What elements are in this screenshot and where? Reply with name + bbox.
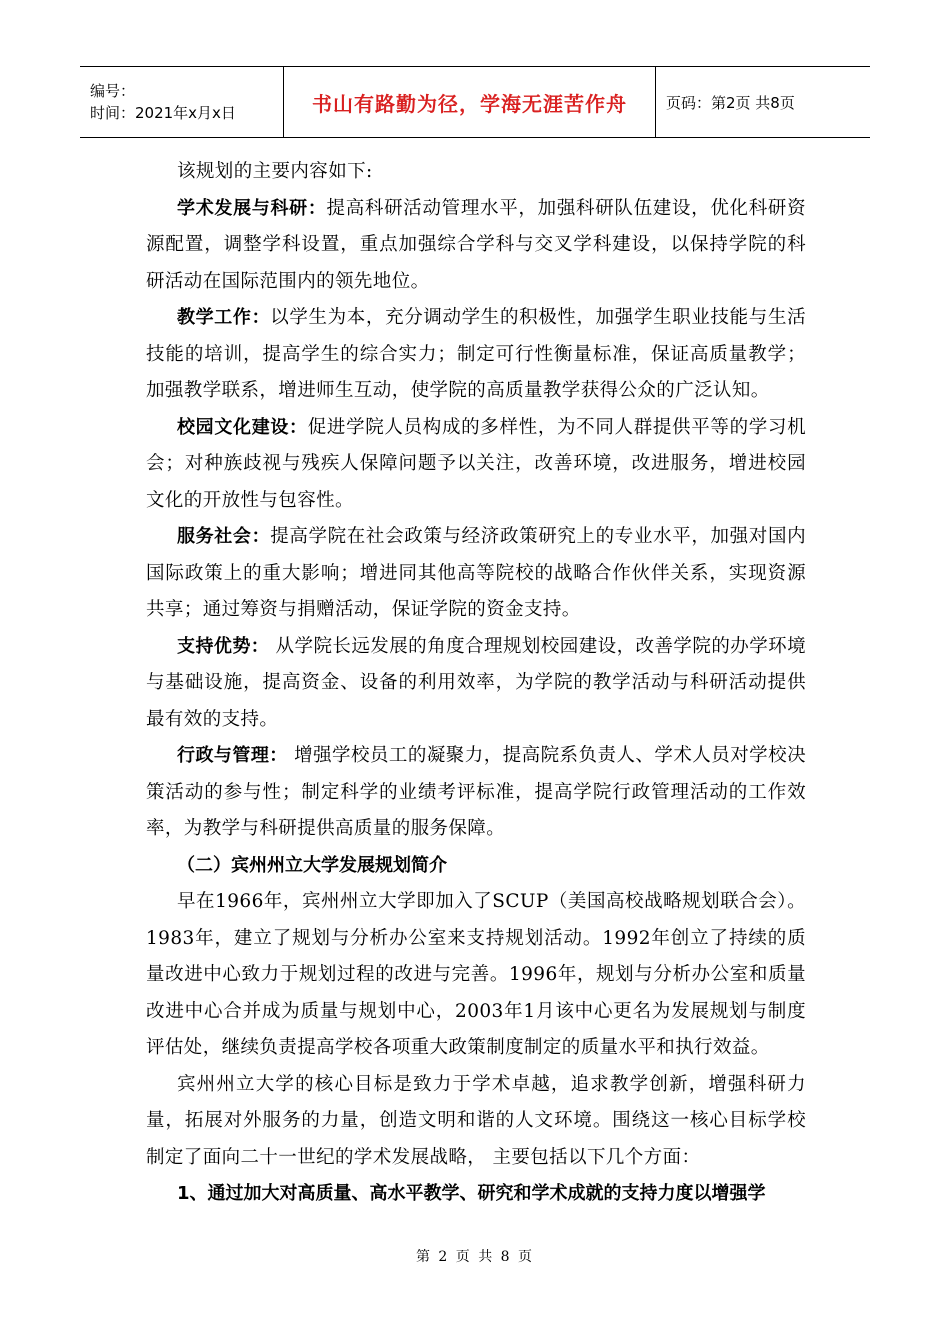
section-paragraph: [146, 300, 806, 410]
section-paragraph: [146, 629, 806, 739]
section-text: 从学院长远发展的角度合理规划校园建设，改善学院的办学环境与基础设施，提高资金、设备的利用效率，为学院的教学活动与科研活动提供最有效的支持。: [146, 635, 807, 730]
section-title: 教学工作：: [177, 307, 271, 328]
section-text: 增强学校员工的凝聚力，提高院系负责人、学术人员对学校决策活动的参与性；制定科学的业绩考评标准，提高学院行政管理活动的工作效率，为教学与科研提供高质量的服务保障。: [146, 745, 806, 839]
document-time-label: 时间：2021年x月x日: [90, 104, 236, 122]
header-motto-cell: [283, 67, 656, 137]
subheading: （二）宾州州立大学发展规划简介: [177, 854, 447, 876]
header-page-info: [656, 67, 870, 137]
page-number-label: 页码：第2页 共8页: [666, 93, 795, 112]
section-paragraph: [146, 519, 806, 629]
numbered-heading: 1、通过加大对高质量、高水平教学、研究和学术成就的支持力度以增强学: [177, 1183, 766, 1204]
section-text: 提高科研活动管理水平，加强科研队伍建设，优化科研资源配置，调整学科设置，重点加强综合学科与交叉学科建设，以保持学院的科研活动在国际范围内的领先地位。: [146, 197, 806, 292]
section-text: 提高学院在社会政策与经济政策研究上的专业水平，加强对国内国际政策上的重大影响；增进同其他高等院校的战略合作伙伴关系，实现资源共享；通过筹资与捐赠活动，保证学院的资金支持。: [146, 526, 806, 620]
section-title: 学术发展与科研：: [177, 197, 327, 219]
section-text: 以学生为本，充分调动学生的积极性，加强学生职业技能与生活技能的培训，提高学生的综合实力；制定可行性衡量标准，保证高质量教学；加强教学联系，增进师生互动，使学院的高质量教学获得公众的广泛认知。: [146, 307, 806, 401]
body-paragraph: 宾州州立大学的核心目标是致力于学术卓越，追求教学创新，增强科研力量，拓展对外服务的力量，创造文明和谐的人文环境。围绕这一核心目标学校制定了面向二十一世纪的学术发展战略， 主要包括以下几个方面：: [146, 1073, 806, 1168]
header-meta: [80, 67, 283, 137]
section-title: 支持优势：: [177, 635, 270, 657]
section-paragraph: [146, 191, 806, 301]
section-title: 校园文化建设：: [177, 416, 308, 438]
page-header: [80, 66, 870, 138]
document-body: [146, 154, 806, 1213]
section-paragraph: [146, 738, 806, 848]
header-motto: 书山有路勤为径，学海无涯苦作舟: [312, 91, 627, 116]
document-number-label: 编号：: [90, 82, 136, 100]
page-footer: 第 2 页 共 8 页: [415, 1249, 535, 1265]
intro-paragraph: 该规划的主要内容如下:: [177, 161, 373, 182]
body-paragraph: 早在1966年，宾州州立大学即加入了SCUP（美国高校战略规划联合会）。1983年，建立了规划与分析办公室来支持规划活动。1992年创立了持续的质量改进中心致力于规划过程的改进与完善。1996年，规划与分析办公室和质量改进中心合并成为质量与规划中心，2003年1月该中心更名为发展规划与制度评估处，继续负责提高学校各项重大政策制度制定的质量水平和执行效益。: [146, 891, 806, 1058]
section-paragraph: [146, 410, 806, 520]
section-title: 服务社会：: [177, 526, 271, 547]
section-title: 行政与管理：: [177, 745, 288, 766]
section-text: 促进学院人员构成的多样性，为不同人群提供平等的学习机会；对种族歧视与残疾人保障问题予以关注，改善环境，改进服务，增进校园文化的开放性与包容性。: [146, 416, 806, 511]
